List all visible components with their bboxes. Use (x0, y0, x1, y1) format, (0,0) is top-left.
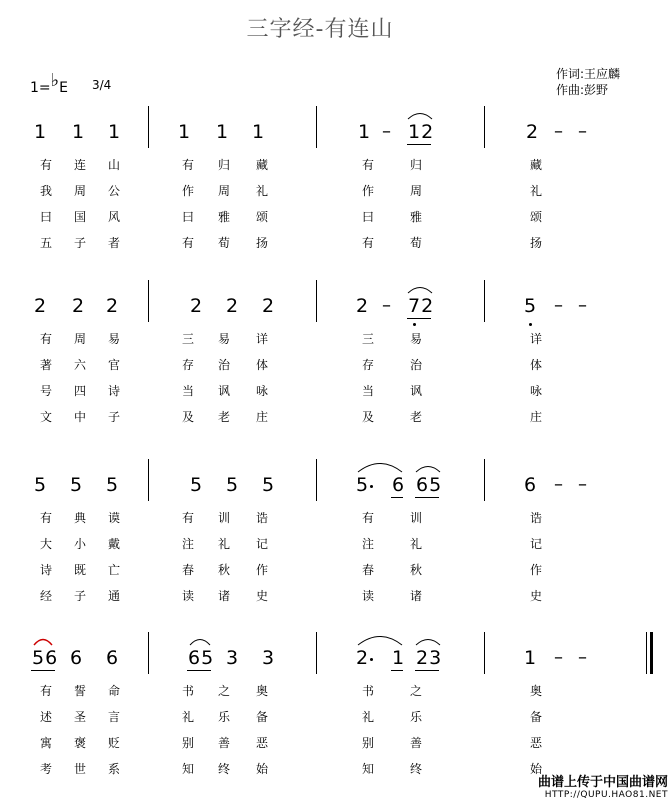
lyric-char: 有 (182, 511, 195, 525)
slur (357, 459, 403, 473)
lyric-char: 著 (40, 358, 53, 372)
lyric-char: 记 (256, 537, 269, 551)
barline (484, 106, 485, 148)
barline (148, 632, 149, 674)
note: 2 (262, 295, 275, 317)
dash: – (578, 295, 587, 316)
note: 5 (226, 474, 239, 496)
barline (484, 632, 485, 674)
lyric-char: 诰 (530, 511, 543, 525)
note-group: 72 (408, 295, 435, 317)
lyric-char: 诗 (40, 563, 53, 577)
note: 3 (262, 647, 275, 669)
lyric-char: 荀 (218, 236, 231, 250)
note: 2 (106, 295, 119, 317)
note: 1 (108, 121, 121, 143)
lyric-char: 中 (74, 410, 87, 424)
lyric-char: 周 (74, 184, 87, 198)
lyric-char: 诸 (410, 589, 423, 603)
lyric-char: 诰 (256, 511, 269, 525)
lyric-char: 世 (74, 762, 87, 776)
lyric-char: 经 (40, 589, 53, 603)
note: 1 (358, 121, 371, 143)
notes-row (0, 292, 672, 320)
lyric-char: 咏 (530, 384, 543, 398)
lyric-char: 秋 (410, 563, 423, 577)
dash: – (554, 474, 563, 495)
note: 5 (70, 474, 83, 496)
lyric-char: 子 (108, 410, 121, 424)
lyric-char: 之 (218, 684, 231, 698)
lyric-char: 述 (40, 710, 53, 724)
lyric-char: 礼 (218, 537, 231, 551)
lyric-char: 命 (108, 684, 121, 698)
underline (187, 670, 211, 671)
notes-row (0, 118, 672, 146)
key-signature (30, 70, 68, 97)
lyric-char: 礼 (410, 537, 423, 551)
barline (316, 280, 317, 322)
note: 1 (216, 121, 229, 143)
barline (148, 280, 149, 322)
lyric-char: 恶 (256, 736, 269, 750)
lyric-char: 官 (108, 358, 121, 372)
lyric-char: 子 (74, 236, 87, 250)
note: 1 (252, 121, 265, 143)
dash: – (554, 295, 563, 316)
lyric-char: 作 (362, 184, 375, 198)
note: 2 (356, 647, 369, 669)
note: 2 (226, 295, 239, 317)
note: 1 (34, 121, 47, 143)
lyric-char: 记 (530, 537, 543, 551)
slur (407, 110, 433, 120)
lyric-char: 考 (40, 762, 53, 776)
underline (31, 670, 55, 671)
lyric-char: 书 (362, 684, 375, 698)
lyric-char: 作 (530, 563, 543, 577)
lyric-char: 归 (218, 158, 231, 172)
lyric-char: 藏 (256, 158, 269, 172)
dash: – (578, 647, 587, 668)
barline (148, 106, 149, 148)
note-group: 65 (188, 647, 215, 669)
lyric-char: 春 (182, 563, 195, 577)
lyric-char: 誓 (74, 684, 87, 698)
lyric-char: 有 (40, 684, 53, 698)
note: 1 (524, 647, 537, 669)
lyric-char: 史 (256, 589, 269, 603)
lyric-char: 有 (40, 511, 53, 525)
lyric-char: 典 (74, 511, 87, 525)
lyric-char: 言 (108, 710, 121, 724)
lyric-char: 存 (362, 358, 375, 372)
dash: – (382, 121, 391, 142)
note-group: 23 (416, 647, 443, 669)
augmentation-dot (370, 658, 373, 661)
slur (33, 636, 53, 646)
dash: – (578, 121, 587, 142)
low-octave-dot (413, 323, 416, 326)
notes-row (0, 471, 672, 499)
lyric-char: 春 (362, 563, 375, 577)
lyric-char: 注 (362, 537, 375, 551)
lyric-char: 始 (530, 762, 543, 776)
note: 6 (524, 474, 537, 496)
lyric-char: 子 (74, 589, 87, 603)
page-title: 三字经-有连山 (246, 17, 394, 42)
lyric-char: 奥 (530, 684, 543, 698)
lyric-char: 备 (256, 710, 269, 724)
lyric-char: 当 (182, 384, 195, 398)
credits (556, 66, 620, 98)
composer-credit: 作曲:彭野 (556, 83, 609, 97)
footer-site-url: HTTP://QUPU.HAO81.NET (544, 790, 668, 800)
lyric-char: 周 (410, 184, 423, 198)
lyric-char: 曰 (40, 210, 53, 224)
note: 6 (70, 647, 83, 669)
note: 6 (106, 647, 119, 669)
note: 2 (34, 295, 47, 317)
lyric-char: 书 (182, 684, 195, 698)
lyric-char: 我 (40, 184, 53, 198)
barline (316, 106, 317, 148)
lyric-char: 易 (218, 332, 231, 346)
lyric-char: 礼 (182, 710, 195, 724)
note-group: 65 (416, 474, 443, 496)
notes-row (0, 644, 672, 672)
lyric-char: 褒 (74, 736, 87, 750)
lyric-char: 山 (108, 158, 121, 172)
barline (484, 459, 485, 501)
lyric-char: 读 (362, 589, 375, 603)
lyric-char: 体 (530, 358, 543, 372)
dash: – (578, 474, 587, 495)
lyric-char: 备 (530, 710, 543, 724)
note: 5 (190, 474, 203, 496)
note: 2 (526, 121, 539, 143)
footer-site-name: 曲谱上传于中国曲谱网 (537, 775, 668, 790)
underline (407, 318, 431, 319)
lyric-char: 藏 (530, 158, 543, 172)
note: 5 (34, 474, 47, 496)
lyric-char: 三 (182, 332, 195, 346)
lyric-char: 扬 (256, 236, 269, 250)
lyric-char: 文 (40, 410, 53, 424)
lyric-char: 咏 (256, 384, 269, 398)
dash: – (554, 121, 563, 142)
note: 6 (392, 474, 405, 496)
note-group: 56 (32, 647, 59, 669)
lyric-char: 连 (74, 158, 87, 172)
lyric-char: 作 (256, 563, 269, 577)
lyric-char: 礼 (256, 184, 269, 198)
lyric-char: 有 (40, 332, 53, 346)
lyric-char: 讽 (410, 384, 423, 398)
lyric-char: 终 (218, 762, 231, 776)
lyric-char: 扬 (530, 236, 543, 250)
time-signature: 3/4 (92, 78, 112, 92)
note: 2 (190, 295, 203, 317)
lyric-char: 有 (182, 158, 195, 172)
key-note: E (59, 80, 68, 96)
lyric-char: 有 (182, 236, 195, 250)
key-prefix: 1= (30, 80, 51, 96)
lyric-char: 知 (182, 762, 195, 776)
lyric-char: 善 (218, 736, 231, 750)
lyric-char: 公 (108, 184, 121, 198)
lyric-char: 终 (410, 762, 423, 776)
barline (484, 280, 485, 322)
lyric-char: 四 (74, 384, 87, 398)
flat-sign: ♭ (50, 70, 60, 91)
slur (415, 636, 441, 646)
dash: – (554, 647, 563, 668)
lyric-char: 雅 (410, 210, 423, 224)
final-barline-thin (646, 632, 647, 674)
underline (391, 670, 403, 671)
lyric-char: 当 (362, 384, 375, 398)
lyric-char: 治 (410, 358, 423, 372)
note: 5 (262, 474, 275, 496)
note: 1 (392, 647, 405, 669)
lyric-char: 礼 (362, 710, 375, 724)
lyric-char: 秋 (218, 563, 231, 577)
lyric-char: 治 (218, 358, 231, 372)
note: 5 (524, 295, 537, 317)
lyric-char: 史 (530, 589, 543, 603)
lyric-char: 者 (108, 236, 121, 250)
lyric-char: 之 (410, 684, 423, 698)
underline (391, 497, 403, 498)
lyric-char: 周 (74, 332, 87, 346)
lyric-char: 注 (182, 537, 195, 551)
note: 5 (106, 474, 119, 496)
note: 5 (356, 474, 369, 496)
note: 1 (72, 121, 85, 143)
slur (189, 636, 211, 646)
final-barline-thick (650, 632, 653, 674)
lyric-char: 通 (108, 589, 121, 603)
lyric-char: 奥 (256, 684, 269, 698)
lyric-char: 读 (182, 589, 195, 603)
slur (415, 463, 441, 473)
lyric-char: 乐 (218, 710, 231, 724)
lyric-char: 善 (410, 736, 423, 750)
lyric-char: 雅 (218, 210, 231, 224)
lyric-char: 归 (410, 158, 423, 172)
lyric-char: 诸 (218, 589, 231, 603)
lyric-char: 别 (182, 736, 195, 750)
note-group: 12 (408, 121, 435, 143)
lyric-char: 贬 (108, 736, 121, 750)
lyric-char: 易 (410, 332, 423, 346)
low-octave-dot (529, 323, 532, 326)
lyric-char: 老 (410, 410, 423, 424)
lyric-char: 周 (218, 184, 231, 198)
note: 2 (356, 295, 369, 317)
lyric-char: 有 (362, 236, 375, 250)
lyric-char: 及 (362, 410, 375, 424)
underline (407, 144, 431, 145)
lyric-char: 风 (108, 210, 121, 224)
lyric-char: 体 (256, 358, 269, 372)
underline (415, 497, 439, 498)
footer-watermark (538, 771, 668, 800)
lyricist-credit: 作词:王应麟 (556, 67, 621, 81)
lyric-char: 大 (40, 537, 53, 551)
slur (407, 284, 433, 294)
lyric-char: 有 (40, 158, 53, 172)
lyric-char: 寓 (40, 736, 53, 750)
lyric-char: 老 (218, 410, 231, 424)
lyric-char: 及 (182, 410, 195, 424)
lyric-char: 礼 (530, 184, 543, 198)
lyric-char: 三 (362, 332, 375, 346)
lyric-char: 圣 (74, 710, 87, 724)
lyric-char: 曰 (362, 210, 375, 224)
lyric-char: 作 (182, 184, 195, 198)
note: 3 (226, 647, 239, 669)
lyric-char: 庄 (530, 410, 543, 424)
lyric-char: 六 (74, 358, 87, 372)
barline (316, 632, 317, 674)
underline (415, 670, 439, 671)
barline (148, 459, 149, 501)
note: 2 (72, 295, 85, 317)
lyric-char: 有 (362, 511, 375, 525)
lyric-char: 乐 (410, 710, 423, 724)
lyric-char: 荀 (410, 236, 423, 250)
slur (357, 632, 403, 646)
lyric-char: 戴 (108, 537, 121, 551)
lyric-char: 谟 (108, 511, 121, 525)
barline (316, 459, 317, 501)
lyric-char: 训 (410, 511, 423, 525)
augmentation-dot (370, 485, 373, 488)
lyric-char: 始 (256, 762, 269, 776)
lyric-char: 恶 (530, 736, 543, 750)
lyric-char: 颂 (530, 210, 543, 224)
lyric-char: 既 (74, 563, 87, 577)
lyric-char: 知 (362, 762, 375, 776)
lyric-char: 小 (74, 537, 87, 551)
lyric-char: 详 (530, 332, 543, 346)
lyric-char: 庄 (256, 410, 269, 424)
dash: – (382, 295, 391, 316)
lyric-char: 讽 (218, 384, 231, 398)
lyric-char: 亡 (108, 563, 121, 577)
lyric-char: 号 (40, 384, 53, 398)
lyric-char: 训 (218, 511, 231, 525)
lyric-char: 易 (108, 332, 121, 346)
lyric-char: 详 (256, 332, 269, 346)
lyric-char: 曰 (182, 210, 195, 224)
lyric-char: 诗 (108, 384, 121, 398)
lyric-char: 存 (182, 358, 195, 372)
lyric-char: 国 (74, 210, 87, 224)
lyric-char: 系 (108, 762, 121, 776)
lyric-char: 五 (40, 236, 53, 250)
note: 1 (178, 121, 191, 143)
lyric-char: 颂 (256, 210, 269, 224)
lyric-char: 有 (362, 158, 375, 172)
lyric-char: 别 (362, 736, 375, 750)
